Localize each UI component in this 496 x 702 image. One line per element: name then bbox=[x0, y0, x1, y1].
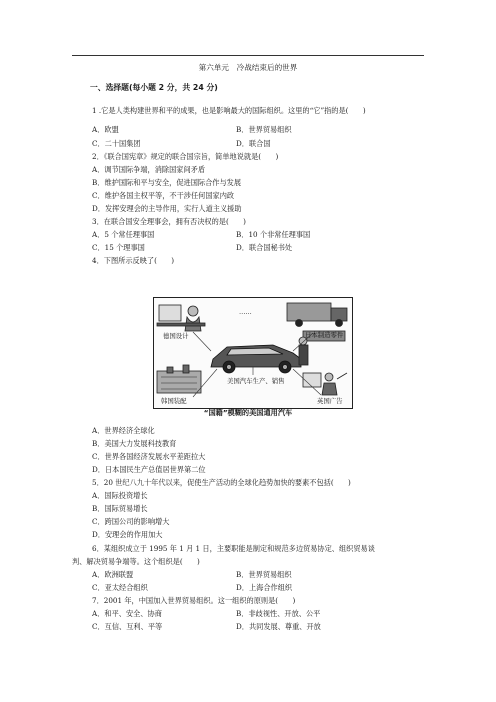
question-6-option-a: A．欧洲联盟 bbox=[92, 570, 134, 579]
header-rule bbox=[72, 55, 424, 56]
question-6-option-c: C．亚太经合组织 bbox=[92, 583, 148, 592]
question-2-option-d: D．发挥安理会的主导作用，实行人道主义援助 bbox=[92, 204, 242, 213]
question-5-option-d: D．安理会的作用加大 bbox=[92, 530, 163, 539]
question-2-option-a: A．调节国际争端，消除国家间矛盾 bbox=[92, 165, 206, 174]
figure-label-ads: 英国广告 bbox=[317, 397, 343, 405]
question-6-option-d: D．上海合作组织 bbox=[236, 583, 293, 592]
illustration-figure bbox=[153, 297, 353, 409]
question-3-option-b: B．10 个非常任理事国 bbox=[236, 230, 311, 239]
question-3-option-a: A．5 个常任理事国 bbox=[92, 230, 155, 239]
question-3-option-c: C．15 个理事国 bbox=[92, 243, 145, 252]
question-4-option-a: A．世界经济全球化 bbox=[92, 426, 155, 435]
question-1-stem: 1 .它是人类构建世界和平的成果，也是影响最大的国际组织。这里的“它”指的是( ) bbox=[92, 106, 366, 115]
page-title: 第六单元 冷战结束后的世界 bbox=[198, 63, 298, 72]
figure-label-assembly: 韩国装配 bbox=[161, 397, 187, 405]
question-7-option-c: C．互信、互利、平等 bbox=[92, 622, 163, 631]
question-5-option-c: C．跨国公司的影响增大 bbox=[92, 517, 170, 526]
question-1-option-b: B．世界贸易组织 bbox=[236, 125, 292, 134]
question-5-stem: 5．20 世纪八九十年代以来，促使生产活动的全球化趋势加快的要素不包括( ) bbox=[92, 478, 351, 487]
figure-caption: “国籍”模糊的美国通用汽车 bbox=[203, 408, 293, 417]
question-5-option-b: B．国际贸易增长 bbox=[92, 504, 148, 513]
question-7-option-d: D．共同发展、尊重、开放 bbox=[236, 622, 321, 631]
figure-label-production: 美国汽车生产、销售 bbox=[227, 377, 285, 385]
question-7-option-a: A．和平、安全、协商 bbox=[92, 609, 162, 618]
figure-label-dots: …… bbox=[239, 308, 252, 316]
question-2-stem: 2．《联合国宪章》规定的联合国宗旨，简单地说就是( ) bbox=[92, 152, 279, 161]
section-heading: 一、选择题(每小题 2 分，共 24 分) bbox=[90, 83, 218, 92]
question-6-stem-continued: 判、解决贸易争端等。这个组织是( ) bbox=[72, 557, 200, 566]
question-4-option-c: C．世界各国经济发展水平差距拉大 bbox=[92, 452, 206, 461]
question-7-option-b: B．非歧视性、开放、公平 bbox=[236, 609, 321, 618]
question-1-option-c: C．二十国集团 bbox=[92, 139, 141, 148]
question-4-stem: 4．下图所示反映了( ) bbox=[92, 256, 175, 265]
question-1-option-a: A．欧盟 bbox=[92, 125, 119, 134]
question-6-option-b: B．世界贸易组织 bbox=[236, 570, 292, 579]
question-3-option-d: D．联合国秘书处 bbox=[236, 243, 293, 252]
question-5-option-a: A．国际投资增长 bbox=[92, 491, 148, 500]
question-4-option-d: D．日本国民生产总值居世界第二位 bbox=[92, 465, 206, 474]
question-6-stem: 6．某组织成立于 1995 年 1 月 1 日，主要职能是制定和规范多边贸易协定、组织贸易谈 bbox=[92, 544, 375, 553]
question-4-option-b: B．美国大力发展科技教育 bbox=[92, 439, 177, 448]
question-2-option-c: C．维护各国主权平等，不干涉任何国家内政 bbox=[92, 191, 235, 200]
question-7-stem: 7．2001 年，中国加入世界贸易组织。这一组织的原则是( ) bbox=[92, 596, 296, 605]
figure-label-design: 德国设计 bbox=[163, 332, 189, 340]
figure-label-parts: 日本制造零件 bbox=[305, 331, 344, 339]
question-2-option-b: B．维护国际和平与安全，促进国际合作与发展 bbox=[92, 178, 242, 187]
question-1-option-d: D．联合国 bbox=[236, 139, 271, 148]
question-3-stem: 3．在联合国安全理事会，拥有否决权的是( ) bbox=[92, 217, 246, 226]
